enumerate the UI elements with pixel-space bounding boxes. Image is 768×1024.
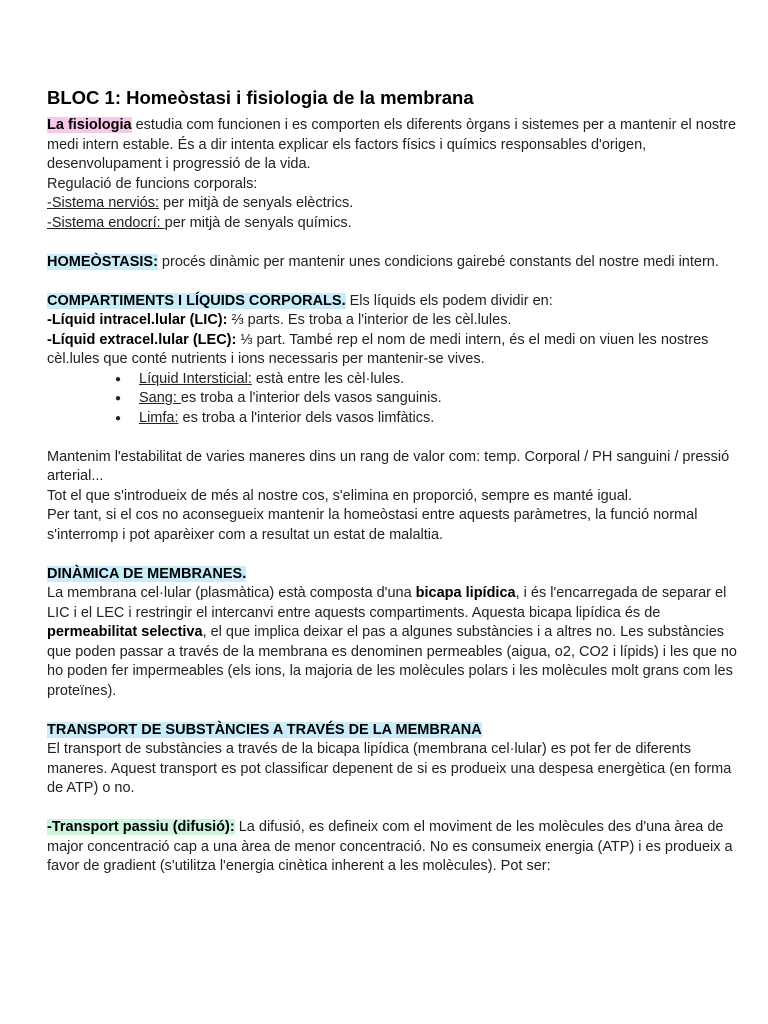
list-item: ● Sang: es troba a l'interior dels vasos sanguinis. bbox=[139, 389, 740, 409]
lic-line: -Líquid intracel.lular (LIC): ⅔ parts. Es troba a l'interior de les cèl.lules. bbox=[47, 312, 512, 328]
list-item: ● Líquid Intersticial: està entre les cèl·lules. bbox=[139, 370, 740, 390]
endocrine-line: -Sistema endocrí: per mitjà de senyals químics. bbox=[47, 214, 352, 231]
stability-paragraph-2: Tot el que s'introdueix de més al nostre cos, s'elimina en proporció, sempre es manté igual. bbox=[47, 487, 633, 504]
homeostasis-paragraph: HOMEÒSTASIS: procés dinàmic per mantenir unes condicions gairebé constants del nostre medi intern. bbox=[47, 253, 719, 270]
transport-paragraph: El transport de substàncies a través de la bicapa lipídica (membrana cel·lular) es pot fer de diferents maneres. Aquest transport es pot classificar depenent de si es produeix una despesa energètica (en forma de ATP) o no. bbox=[47, 741, 732, 796]
regulation-line: Regulació de funcions corporals: bbox=[47, 175, 258, 192]
passive-paragraph: -Transport passiu (difusió): La difusió, es defineix com el moviment de les molècules des d'una àrea de major concentració cap a una àrea de menor concentració. No es consumeix energia (ATP) i es produeix a favor de gradient (s'utilitza l'energia cinètica inherent a les molècules). Pot ser: bbox=[47, 819, 733, 874]
compartments-paragraph: COMPARTIMENTS I LÍQUIDS CORPORALS. Els líquids els podem dividir en: bbox=[47, 292, 553, 309]
liquid-list bbox=[47, 370, 740, 429]
term-fisiologia: La fisiologia bbox=[47, 117, 132, 133]
transport-heading-line bbox=[47, 721, 740, 741]
stability-paragraph-3: Per tant, si el cos no aconsegueix mantenir la homeòstasi entre aquests paràmetres, la funció normal s'interromp i pot aparèixer com a resultat un estat de malaltia. bbox=[47, 507, 698, 543]
passive-heading: -Transport passiu (difusió): bbox=[47, 819, 235, 835]
page-title: BLOC 1: Homeòstasi i fisiologia de la membrana bbox=[47, 87, 474, 108]
list-item: ● Limfa: es troba a l'interior dels vasos limfàtics. bbox=[139, 409, 740, 429]
homeostasis-heading: HOMEÒSTASIS: bbox=[47, 253, 158, 270]
dynamics-heading-line bbox=[47, 565, 740, 585]
lec-line: -Líquid extracel.lular (LEC): ⅓ part. També rep el nom de medi intern, és el medi on viuen les nostres cèl.lules que conté nutrients i ions necessaris per mantenir-se vives. bbox=[47, 331, 709, 367]
compartments-heading: COMPARTIMENTS I LÍQUIDS CORPORALS. bbox=[47, 292, 346, 309]
intro-paragraph: La fisiologia estudia com funcionen i es comporten els diferents òrgans i sistemes per a mantenir el nostre medi intern estable. És a dir intenta explicar els factors físics i químics responsables d'origen, desenvolupament i progressió de la vida. bbox=[47, 117, 737, 172]
stability-paragraph-1: Mantenim l'estabilitat de varies maneres dins un rang de valor com: temp. Corporal / PH sanguini / pressió arterial... bbox=[47, 448, 730, 484]
transport-heading: TRANSPORT DE SUBSTÀNCIES A TRAVÉS DE LA MEMBRANA bbox=[47, 721, 482, 738]
dynamics-heading: DINÀMICA DE MEMBRANES. bbox=[47, 565, 247, 582]
dynamics-paragraph: La membrana cel·lular (plasmàtica) està composta d'una bicapa lipídica, i és l'encarregada de separar el LIC i el LEC i restringir el intercanvi entre aquests compartiments. Aquesta bicapa lipídica és de permeabilitat selectiva, el que implica deixar el pas a algunes substàncies i a altres no. Les substàncies que poden passar a través de la membrana es denominen permeables (aigua, o2, CO2 i lípids) i les que no ho poden fer impermeables (els ions, la majoria de les molècules polars i les molècules molt grans com les proteïnes). bbox=[47, 585, 737, 699]
nervous-line: -Sistema nerviós: per mitjà de senyals elèctrics. bbox=[47, 195, 354, 211]
